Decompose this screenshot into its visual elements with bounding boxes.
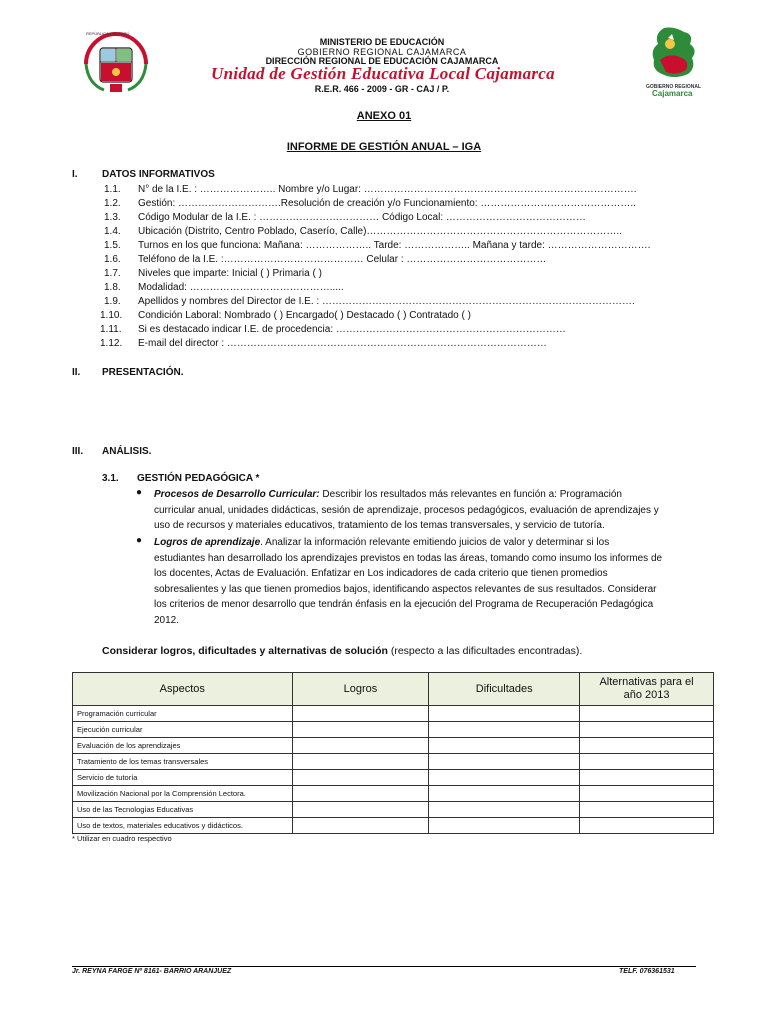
item-text: Niveles que imparte: Inicial ( ) Primaria ( ) <box>138 268 322 279</box>
bullet-2-lead: Logros de aprendizaje <box>154 537 261 548</box>
table-cell[interactable] <box>580 754 714 770</box>
item-number: 1.12. <box>100 338 123 349</box>
section-1-title: DATOS INFORMATIVOS <box>102 169 215 180</box>
consider-bold: Considerar logros, dificultades y alternativas de solución <box>102 645 388 657</box>
item-text: N° de la I.E. : ………………….. Nombre y/o Lugar: ………………………………………………………………………. <box>138 184 637 195</box>
table-cell[interactable] <box>292 738 429 754</box>
subsection-number: 3.1. <box>102 473 119 484</box>
table-cell[interactable] <box>429 738 580 754</box>
bullet-2-line: estudiantes han desarrollado los aprendizajes previstos en todas las áreas, tomando como insumo los informes de <box>154 552 663 564</box>
anexo-title: ANEXO 01 <box>356 110 412 122</box>
item-number: 1.6. <box>104 254 121 265</box>
item-number: 1.10. <box>100 310 123 321</box>
table-cell[interactable] <box>580 722 714 738</box>
table-cell[interactable] <box>292 786 429 802</box>
item-number: 1.3. <box>104 212 121 223</box>
bullet-2-line: sobresalientes y las que tienen promedios bajos, identificando aspectos relevantes de sus resultados. Considerar <box>154 583 657 595</box>
table-row <box>73 770 714 786</box>
table-row <box>73 706 714 722</box>
header-ministry: MINISTERIO DE EDUCACIÓN <box>319 37 445 47</box>
table-row <box>73 754 714 770</box>
bullet-2-line: los criterios de menor desarrollo que tendrán énfasis en la ejecución del Programa de Recuperación Pedagógica <box>154 599 654 611</box>
table-cell[interactable] <box>292 770 429 786</box>
subsection-title: GESTIÓN PEDAGÓGICA * <box>137 473 260 484</box>
table-cell[interactable] <box>292 722 429 738</box>
table-cell[interactable] <box>580 706 714 722</box>
header-ugel-title: Unidad de Gestión Educativa Local Cajamarca <box>211 64 555 83</box>
item-number: 1.7. <box>104 268 121 279</box>
section-3-number: III. <box>72 446 84 457</box>
table-row <box>73 818 714 834</box>
item-number: 1.1. <box>104 184 121 195</box>
footer-phone: TELF. 076361531 <box>619 968 675 975</box>
table-row <box>73 786 714 802</box>
item-number: 1.8. <box>104 282 121 293</box>
table-cell[interactable] <box>429 786 580 802</box>
consider-instruction <box>102 645 582 657</box>
item-text: Modalidad: ……………………………………..... <box>138 282 344 293</box>
header-rer: R.E.R. 466 - 2009 - GR - CAJ / P. <box>314 84 450 94</box>
footer-divider <box>72 966 696 967</box>
item-text: Gestión: ………………………….Resolución de creación y/o Funcionamiento: ……………………………………….. <box>138 198 636 209</box>
section-3-title: ANÁLISIS. <box>102 446 152 457</box>
header-dificultades: Dificultades <box>429 673 580 706</box>
aspect-cell: Movilización Nacional por la Comprensión Lectora. <box>73 786 293 802</box>
informe-title: INFORME DE GESTIÓN ANUAL – IGA <box>286 141 482 153</box>
table-row <box>73 738 714 754</box>
table-cell[interactable] <box>292 754 429 770</box>
bullet-1-line: curricular anual, unidades didácticas, sesión de aprendizaje, procesos pedagógicos, evaluación de aprendizajes y <box>154 504 659 516</box>
section-1-number: I. <box>72 169 78 180</box>
item-text: Turnos en los que funciona: Mañana: ……………….. Tarde: ……………….. Mañana y tarde: …………………………. <box>138 240 651 251</box>
bullet-2-line: . Analizar la información relevante emitiendo juicios de valor y determinar si los <box>260 537 610 548</box>
consider-rest: (respecto a las dificultades encontradas). <box>387 645 583 657</box>
bullet-1-line: Describir los resultados más relevantes en función a: Programación <box>322 489 622 500</box>
aspect-cell: Ejecución curricular <box>73 722 293 738</box>
aspect-cell: Uso de las Tecnologías Educativas <box>73 802 293 818</box>
bullet-2-line: los docentes, Actas de Evaluación. Enfatizar en Los indicadores de cada criterio que tienen promedios <box>154 568 608 580</box>
right-logo-text-1: GOBIERNO REGIONAL <box>646 84 702 90</box>
left-seal-text: REPÚBLICA DEL PERÚ <box>86 31 130 36</box>
header-aspectos: Aspectos <box>73 673 293 706</box>
item-text: Ubicación (Distrito, Centro Poblado, Caserío, Calle)………………………………………………………………….. <box>138 226 622 237</box>
bullet-1-line: uso de recursos y materiales educativos, tratamiento de los temas transversales, y servicio de tutoría. <box>154 520 605 532</box>
aspect-cell: Programación curricular <box>73 706 293 722</box>
table-cell[interactable] <box>580 738 714 754</box>
aspect-cell: Servicio de tutoría <box>73 770 293 786</box>
item-number: 1.2. <box>104 198 121 209</box>
item-text: Apellidos y nombres del Director de I.E. : …………………………………………………………………………………. <box>138 296 635 307</box>
bullet-icon: ● <box>136 535 143 546</box>
footer-address: Jr. REYNA FARGE Nº 8161- BARRIO ARANJUEZ <box>72 968 232 975</box>
item-text: Teléfono de la I.E. :…………………………………… Celular : …………………………………… <box>138 254 547 265</box>
item-text: Código Modular de la I.E. : ……………………………… Código Local: …………………………………… <box>138 212 586 223</box>
aspect-cell: Tratamiento de los temas transversales <box>73 754 293 770</box>
item-number: 1.9. <box>104 296 121 307</box>
table-cell[interactable] <box>580 786 714 802</box>
table-cell[interactable] <box>292 706 429 722</box>
bullet-2-paragraph <box>154 535 694 629</box>
table-cell[interactable] <box>292 802 429 818</box>
table-header-row <box>73 673 714 706</box>
table-cell[interactable] <box>429 754 580 770</box>
aspect-cell: Uso de textos, materiales educativos y didácticos. <box>73 818 293 834</box>
item-number: 1.5. <box>104 240 121 251</box>
header-regional-direction: DIRECCIÓN REGIONAL DE EDUCACIÓN CAJAMARCA <box>265 56 499 66</box>
table-cell[interactable] <box>429 818 580 834</box>
table-cell[interactable] <box>580 770 714 786</box>
aspect-cell: Evaluación de los aprendizajes <box>73 738 293 754</box>
section-2-number: II. <box>72 367 81 378</box>
analysis-table <box>72 672 714 834</box>
item-text: E-mail del director : …………………………………………………………………………………… <box>138 338 547 349</box>
header-regional-government: GOBIERNO REGIONAL CAJAMARCA <box>297 47 467 57</box>
section-2-title: PRESENTACIÓN. <box>102 367 184 378</box>
table-footnote: * Utilizar en cuadro respectivo <box>72 834 172 843</box>
bullet-2-line: 2012. <box>154 614 180 626</box>
header-logros: Logros <box>292 673 429 706</box>
table-row <box>73 802 714 818</box>
table-cell[interactable] <box>580 818 714 834</box>
bullet-1-paragraph <box>154 487 694 534</box>
table-cell[interactable] <box>292 818 429 834</box>
item-text: Si es destacado indicar I.E. de procedencia: …………………………………………………………… <box>138 324 566 335</box>
item-text: Condición Laboral: Nombrado ( ) Encargado( ) Destacado ( ) Contratado ( ) <box>138 310 471 321</box>
item-number: 1.11. <box>100 324 122 335</box>
table-cell[interactable] <box>429 802 580 818</box>
table-cell[interactable] <box>580 802 714 818</box>
header-alternativas: Alternativas para el año 2013 <box>580 673 714 706</box>
table-row <box>73 722 714 738</box>
bullet-1-lead: Procesos de Desarrollo Curricular: <box>154 489 320 500</box>
right-logo-text-2: Cajamarca <box>652 89 693 98</box>
table-cell[interactable] <box>429 770 580 786</box>
bullet-icon: ● <box>136 487 143 498</box>
table-cell[interactable] <box>429 722 580 738</box>
item-number: 1.4. <box>104 226 121 237</box>
table-cell[interactable] <box>429 706 580 722</box>
